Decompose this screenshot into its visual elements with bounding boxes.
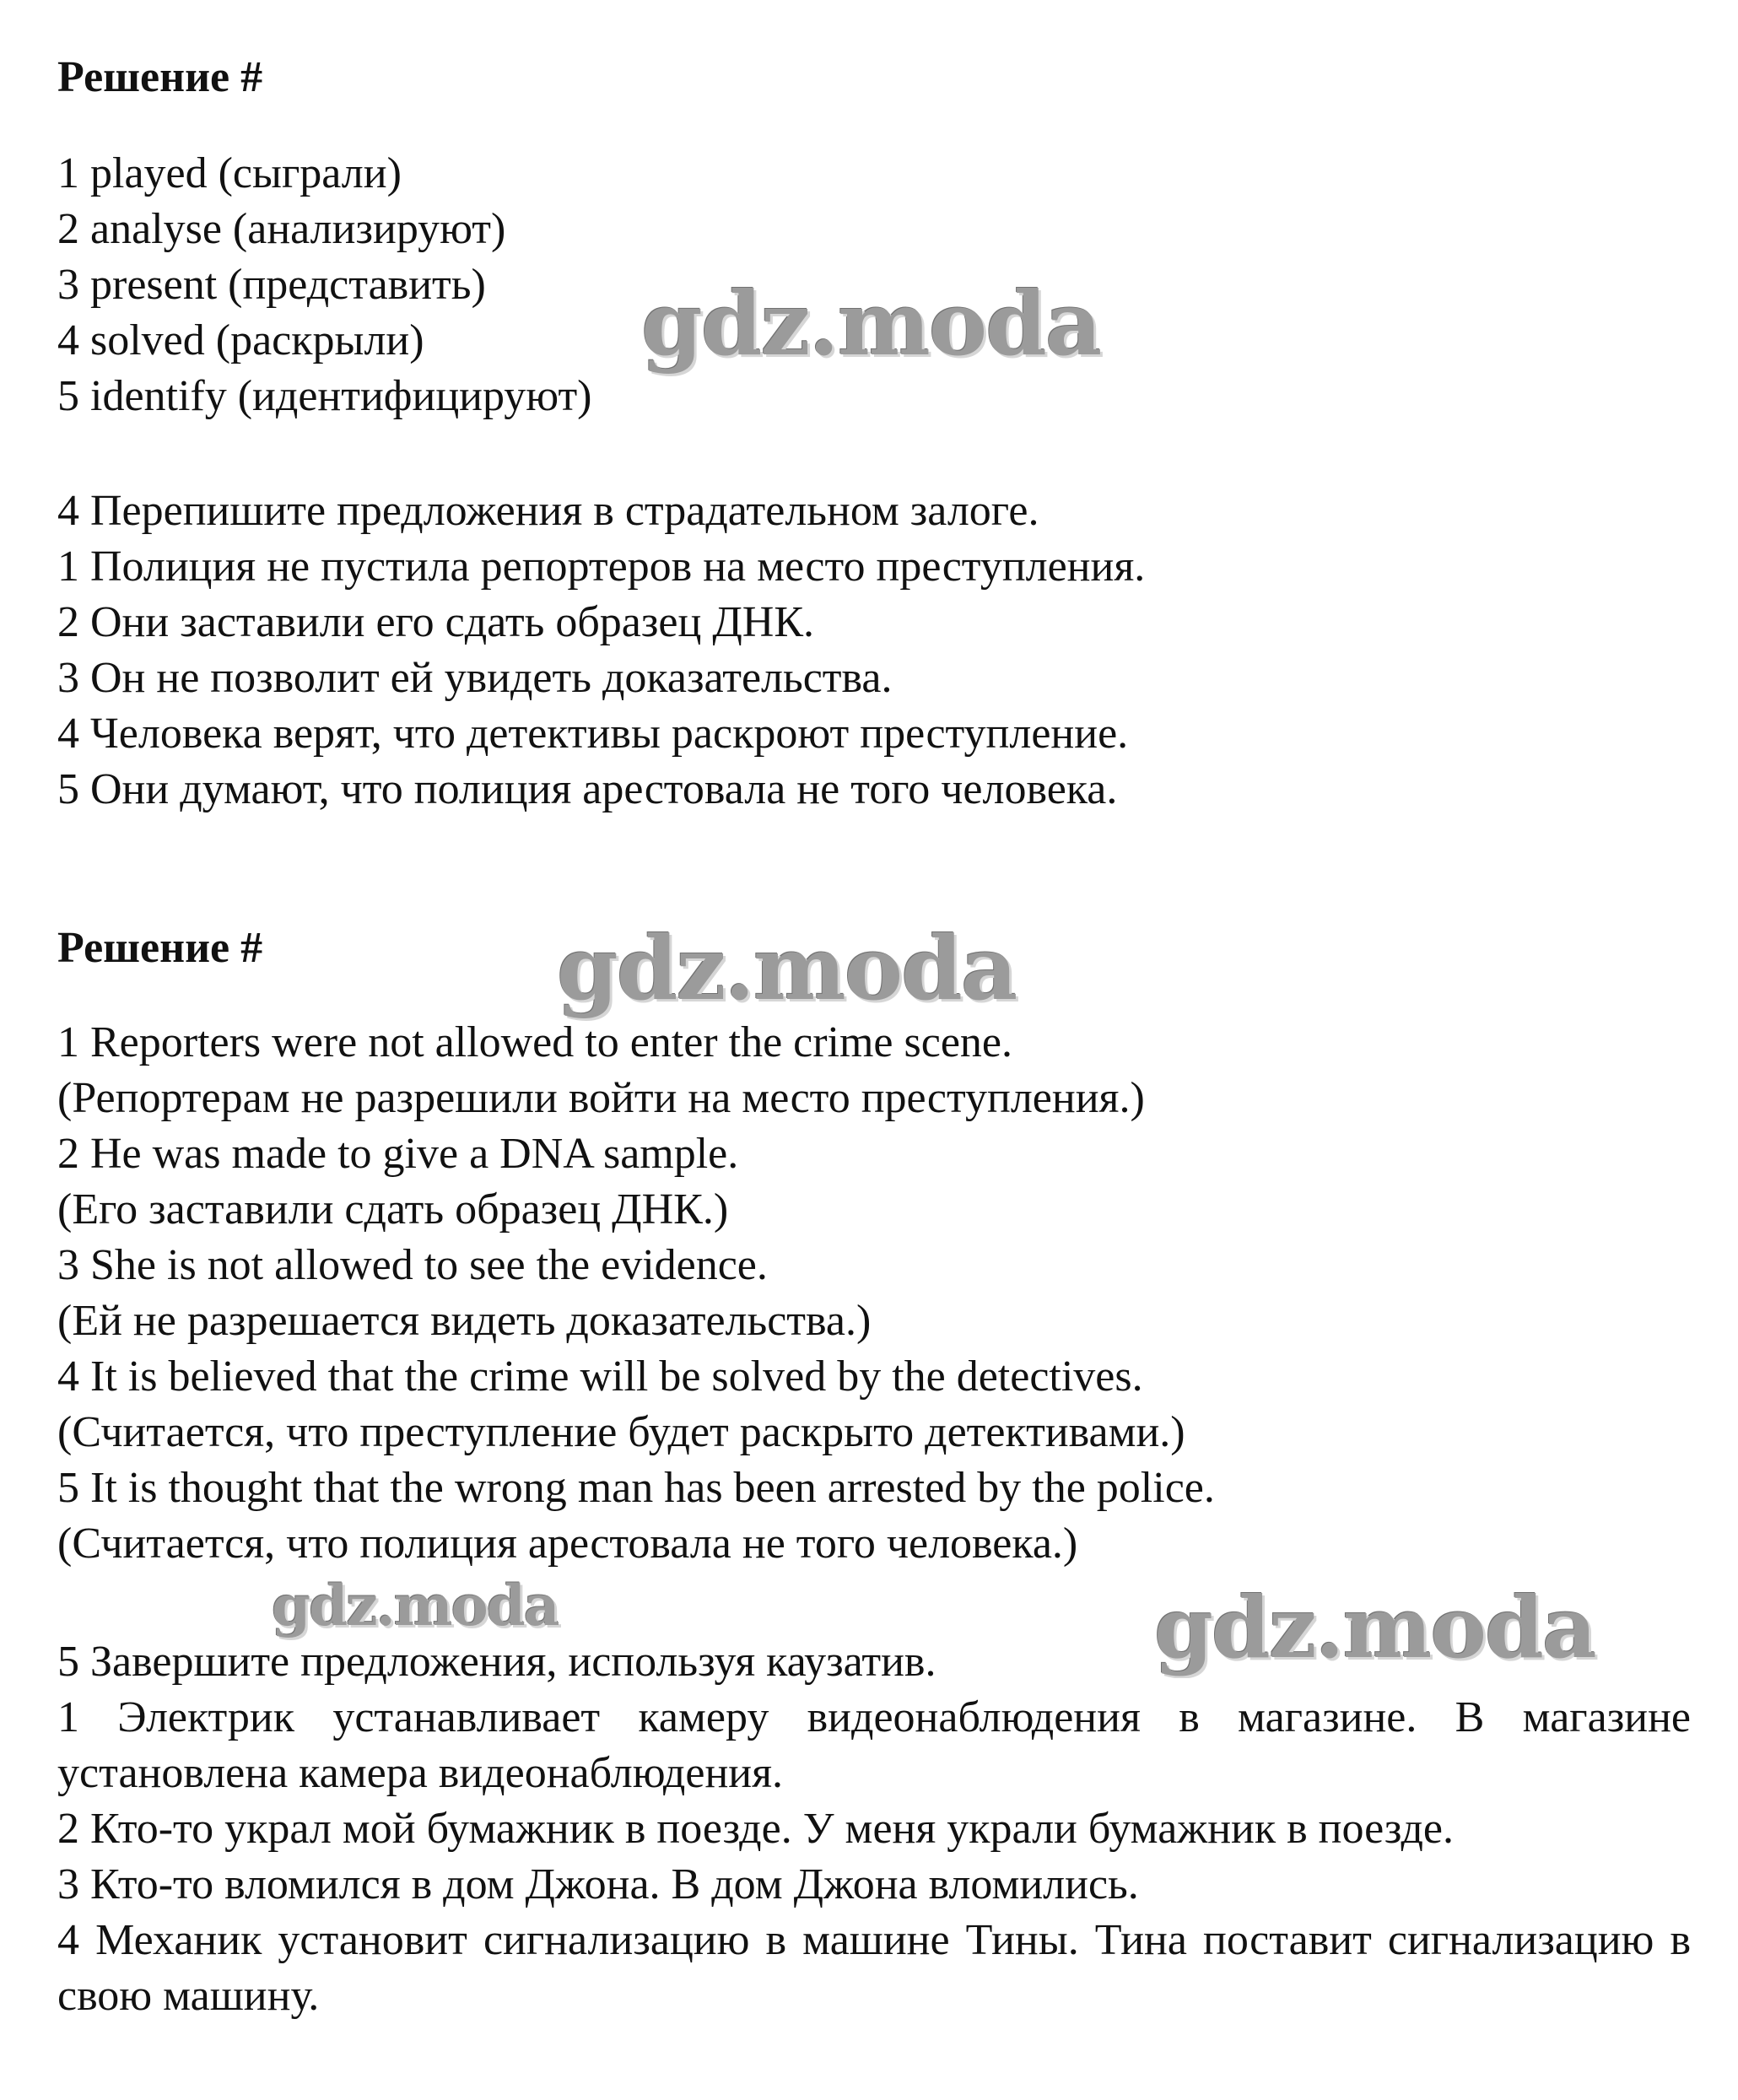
answer-item: 5 identify (идентифицируют)	[57, 372, 592, 420]
solution-line: (Считается, что полиция арестовала не того человека.)	[57, 1520, 1078, 1568]
watermark-logo: gdz.moda	[1154, 1578, 1595, 1677]
exercise-item: 3 Он не позволит ей увидеть доказательства.	[57, 654, 893, 702]
exercise-5-title: 5 Завершите предложения, используя каузатив.	[57, 1638, 936, 1686]
watermark-logo: gdz.moda	[272, 1573, 559, 1638]
exercise-item: 3 Кто-то вломился в дом Джона. В дом Джона вломились.	[57, 1860, 1139, 1908]
exercise-item: 4 Механик установит сигнализацию в машине Тины. Тина поставит сигнализацию в свою машину.	[57, 1916, 1691, 2020]
solution-line: (Репортерам не разрешили войти на место преступления.)	[57, 1074, 1145, 1122]
exercise-item: 1 Электрик устанавливает камеру видеонаблюдения в магазине. В магазине установлена камера видеонаблюдения.	[57, 1693, 1691, 1797]
exercise-item: 2 Они заставили его сдать образец ДНК.	[57, 598, 815, 646]
exercise-item: 1 Полиция не пустила репортеров на место преступления.	[57, 543, 1146, 591]
answer-item: 3 present (представить)	[57, 261, 486, 309]
solution-line: (Ей не разрешается видеть доказательства.)	[57, 1297, 872, 1345]
solution-heading-2: Решение #	[57, 924, 263, 972]
solution-line: 1 Reporters were not allowed to enter the crime scene.	[57, 1018, 1012, 1066]
solution-line: 2 He was made to give a DNA sample.	[57, 1130, 739, 1178]
exercise-item: 4 Человека верят, что детективы раскроют преступление.	[57, 710, 1129, 758]
answer-item: 1 played (сыграли)	[57, 149, 402, 197]
solution-line: (Считается, что преступление будет раскрыто детективами.)	[57, 1408, 1185, 1456]
exercise-item: 5 Они думают, что полиция арестовала не того человека.	[57, 765, 1118, 813]
watermark-logo: gdz.moda	[641, 272, 1101, 375]
solution-line: (Его заставили сдать образец ДНК.)	[57, 1185, 729, 1234]
exercise-item: 2 Кто-то украл мой бумажник в поезде. У меня украли бумажник в поезде.	[57, 1805, 1454, 1853]
solution-heading-1: Решение #	[57, 53, 263, 101]
answer-item: 2 analyse (анализируют)	[57, 205, 506, 253]
watermark-logo: gdz.moda	[557, 916, 1017, 1020]
solution-line: 5 It is thought that the wrong man has been arrested by the police.	[57, 1464, 1215, 1512]
exercise-4-title: 4 Перепишите предложения в страдательном залоге.	[57, 487, 1039, 535]
solution-line: 4 It is believed that the crime will be solved by the detectives.	[57, 1352, 1143, 1401]
solution-line: 3 She is not allowed to see the evidence.	[57, 1241, 768, 1289]
answer-item: 4 solved (раскрыли)	[57, 316, 424, 364]
